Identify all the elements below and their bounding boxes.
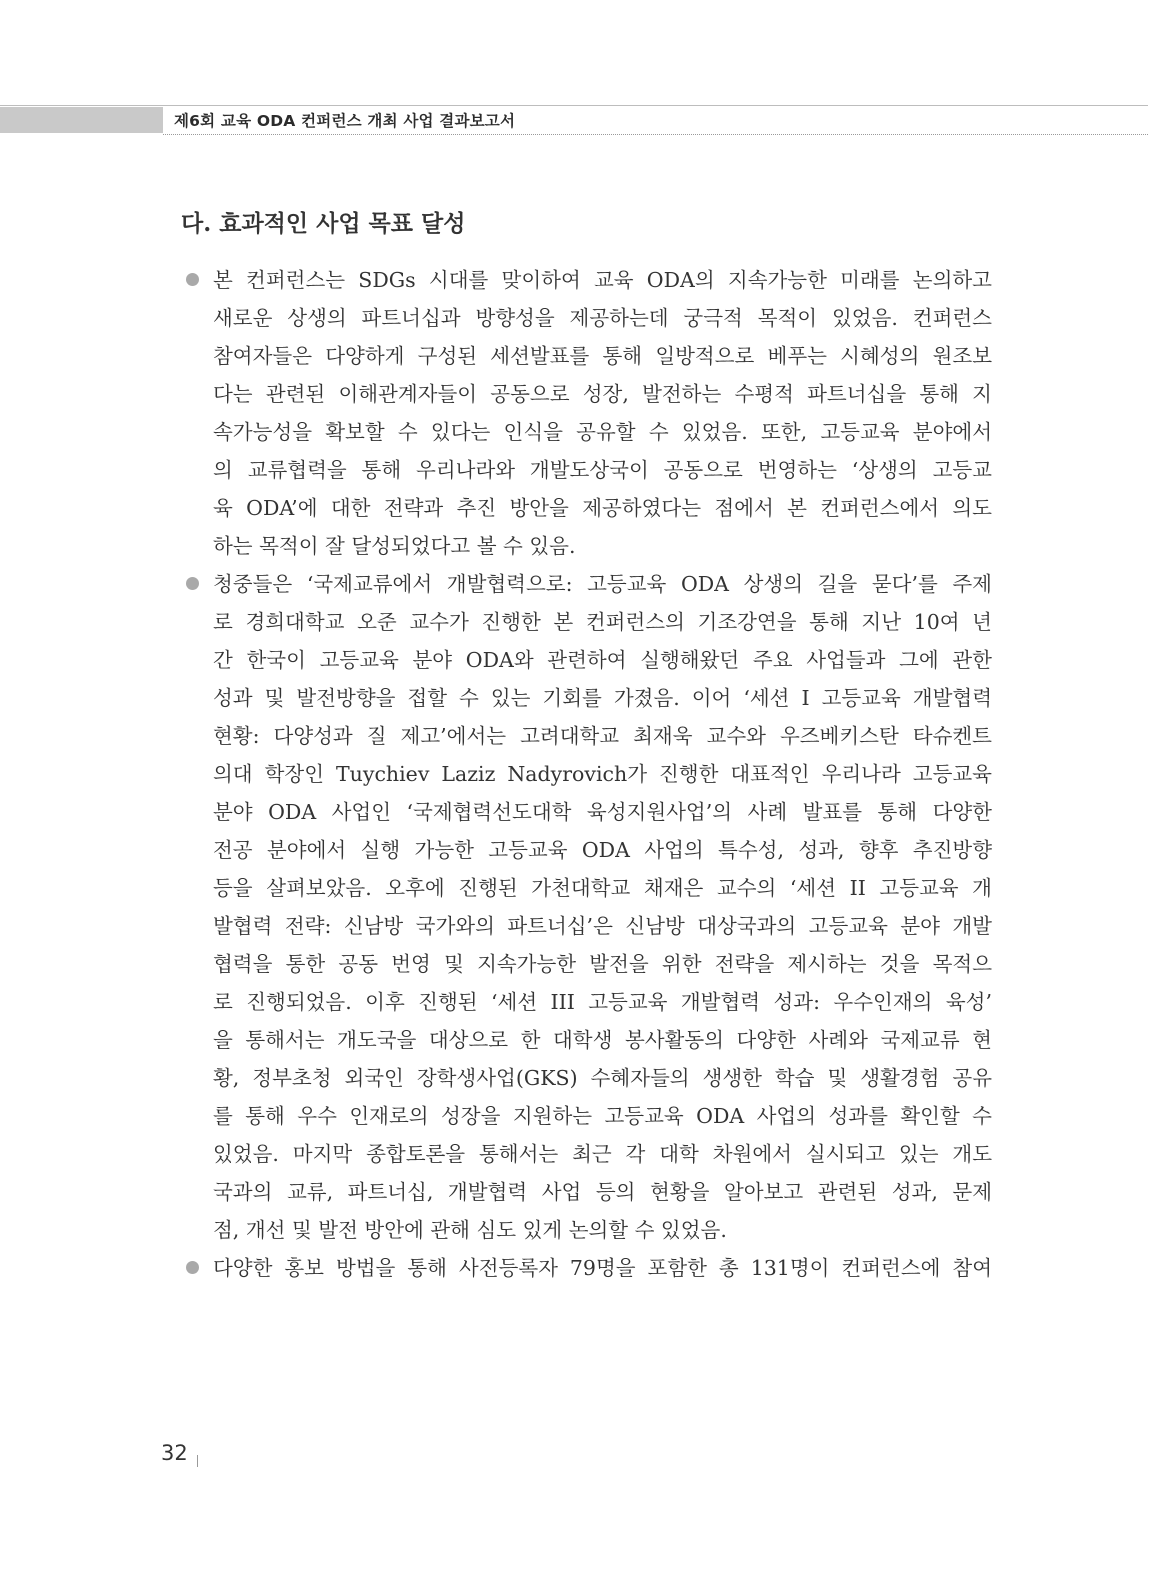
paragraph-line: 등을 살펴보았음. 오후에 진행된 가천대학교 채재은 교수의 ‘세션 II 고등교육 개 bbox=[213, 876, 992, 900]
paragraph-line: 성과 및 발전방향을 접할 수 있는 기회를 가졌음. 이어 ‘세션 I 고등교육 개발협력 bbox=[213, 686, 992, 710]
paragraph-line: 하는 목적이 잘 달성되었다고 볼 수 있음. bbox=[213, 534, 576, 558]
paragraph-line: 다는 관련된 이해관계자들이 공동으로 성장, 발전하는 수평적 파트너십을 통해 지 bbox=[213, 382, 992, 406]
bullet-item bbox=[186, 1250, 992, 1288]
bullet-dot-icon bbox=[186, 1261, 199, 1274]
paragraph-line: 새로운 상생의 파트너십과 방향성을 제공하는데 궁극적 목적이 있었음. 컨퍼런스 bbox=[213, 306, 992, 330]
bullet-item bbox=[186, 262, 992, 566]
paragraph-line: 황, 정부초청 외국인 장학생사업(GKS) 수혜자들의 생생한 학습 및 생활경험 공유 bbox=[213, 1066, 992, 1090]
paragraph-line: 현황: 다양성과 질 제고’에서는 고려대학교 최재욱 교수와 우즈베키스탄 타슈켄트 bbox=[213, 724, 992, 748]
paragraph-line: 로 경희대학교 오준 교수가 진행한 본 컨퍼런스의 기조강연을 통해 지난 10여 년 bbox=[213, 610, 992, 634]
paragraph-line: 발협력 전략: 신남방 국가와의 파트너십’은 신남방 대상국과의 고등교육 분야 개발 bbox=[213, 914, 992, 938]
paragraph-line: 속가능성을 확보할 수 있다는 인식을 공유할 수 있었음. 또한, 고등교육 분야에서 bbox=[213, 420, 992, 444]
header-accent-band bbox=[0, 107, 163, 133]
bullet-list bbox=[186, 262, 992, 1288]
bullet-dot-icon bbox=[186, 273, 199, 286]
page-number: 32 bbox=[161, 1441, 188, 1465]
paragraph-line: 를 통해 우수 인재로의 성장을 지원하는 고등교육 ODA 사업의 성과를 확인할 수 bbox=[213, 1104, 992, 1128]
paragraph-line: 청중들은 ‘국제교류에서 개발협력으로: 고등교육 ODA 상생의 길을 묻다’를 주제 bbox=[213, 572, 992, 596]
paragraph-line: 분야 ODA 사업인 ‘국제협력선도대학 육성지원사업’의 사례 발표를 통해 다양한 bbox=[213, 800, 992, 824]
paragraph-line: 간 한국이 고등교육 분야 ODA와 관련하여 실행해왔던 주요 사업들과 그에 관한 bbox=[213, 648, 992, 672]
bullet-item bbox=[186, 566, 992, 1250]
paragraph-line: 다양한 홍보 방법을 통해 사전등록자 79명을 포함한 총 131명이 컨퍼런스에 참여 bbox=[213, 1256, 992, 1280]
header-rule-top bbox=[0, 105, 1148, 106]
running-header-title: 제6회 교육 ODA 컨퍼런스 개최 사업 결과보고서 bbox=[174, 112, 516, 130]
page-number-divider bbox=[197, 1455, 198, 1467]
paragraph-line: 의 교류협력을 통해 우리나라와 개발도상국이 공동으로 번영하는 ‘상생의 고등교 bbox=[213, 458, 992, 482]
paragraph-line: 본 컨퍼런스는 SDGs 시대를 맞이하여 교육 ODA의 지속가능한 미래를 논의하고 bbox=[213, 268, 992, 292]
paragraph-line: 로 진행되었음. 이후 진행된 ‘세션 III 고등교육 개발협력 성과: 우수인재의 육성’ bbox=[213, 990, 992, 1014]
paragraph-line: 국과의 교류, 파트너십, 개발협력 사업 등의 현황을 알아보고 관련된 성과, 문제 bbox=[213, 1180, 992, 1204]
section-title: 다. 효과적인 사업 목표 달성 bbox=[181, 210, 466, 237]
paragraph-line: 육 ODA’에 대한 전략과 추진 방안을 제공하였다는 점에서 본 컨퍼런스에서 의도 bbox=[213, 496, 992, 520]
header-dotted-rule bbox=[163, 134, 1148, 135]
paragraph-line: 점, 개선 및 발전 방안에 관해 심도 있게 논의할 수 있었음. bbox=[213, 1218, 727, 1242]
paragraph-line: 전공 분야에서 실행 가능한 고등교육 ODA 사업의 특수성, 성과, 향후 추진방향 bbox=[213, 838, 992, 862]
bullet-dot-icon bbox=[186, 577, 199, 590]
paragraph-line: 을 통해서는 개도국을 대상으로 한 대학생 봉사활동의 다양한 사례와 국제교류 현 bbox=[213, 1028, 992, 1052]
paragraph-line: 협력을 통한 공동 번영 및 지속가능한 발전을 위한 전략을 제시하는 것을 목적으 bbox=[213, 952, 992, 976]
paragraph-line: 의대 학장인 Tuychiev Laziz Nadyrovich가 진행한 대표적인 우리나라 고등교육 bbox=[213, 762, 992, 786]
paragraph-line: 있었음. 마지막 종합토론을 통해서는 최근 각 대학 차원에서 실시되고 있는 개도 bbox=[213, 1142, 992, 1166]
paragraph-line: 참여자들은 다양하게 구성된 세션발표를 통해 일방적으로 베푸는 시혜성의 원조보 bbox=[213, 344, 992, 368]
